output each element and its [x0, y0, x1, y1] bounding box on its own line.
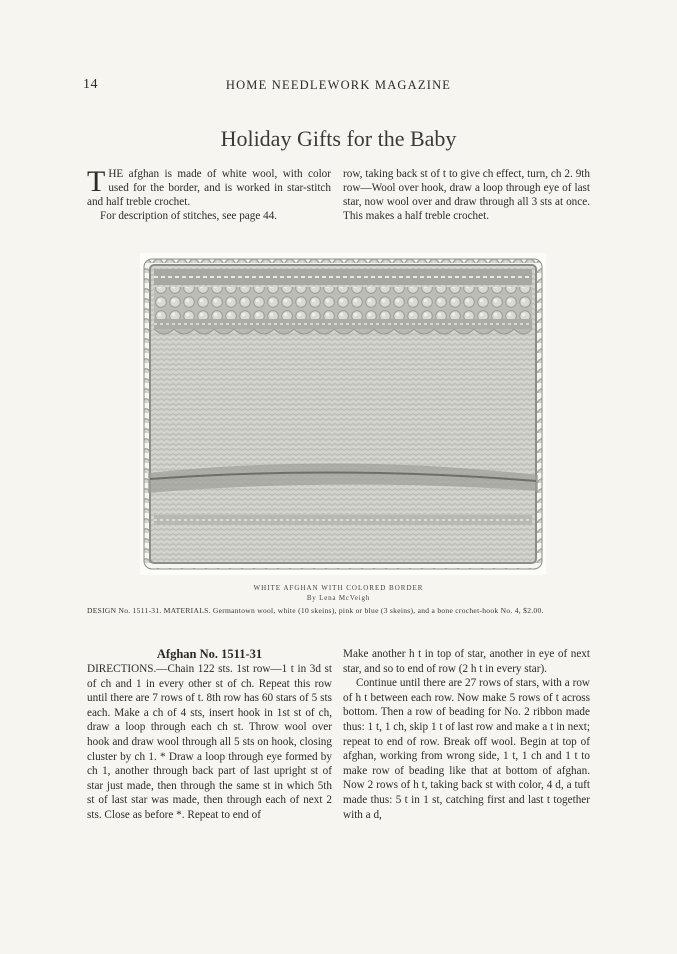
page-number: 14: [83, 77, 98, 92]
photo-credit: By Lena McVeigh: [306, 594, 371, 602]
intro-continued: row, taking back st of t to give ch effect, turn, ch 2. 9th row—Wool over hook, draw a loop through eye of last star, now wool over and draw through all 3 sts at once. This makes a half treble crochet.: [343, 168, 590, 223]
intro-left-column: [87, 167, 331, 223]
article-title: Holiday Gifts for the Baby: [220, 126, 457, 151]
directions-text: DIRECTIONS.—Chain 122 sts. 1st row—1 t in 3d st of ch and 1 in every other st of ch. Repeat this row until there are 7 rows of t. 8th row has 60 stars of 5 sts each. Make a ch of 4 sts, insert hook in 1st st of ch, draw a loop through each ch st. Throw wool over hook and draw wool through all 5 sts on hook, closing cluster by ch 1. * Draw a loop through eye formed by ch 1, another through back part of last upright st of star just made, then through the same st in which 5th st of last star was made, then through each of next 2 sts. Close as before *. Repeat to end of: [87, 663, 332, 821]
stitch-reference: For description of stitches, see page 44.: [100, 210, 278, 223]
body-paragraph: Make another h t in top of star, another in eye of next star, and so to end of row (2 h t in every star).: [343, 648, 590, 675]
running-head: HOME NEEDLEWORK MAGAZINE: [225, 78, 452, 92]
materials-note: DESIGN No. 1511-31. MATERIALS. Germantown wool, white (10 skeins), pink or blue (3 skeins), and a bone crochet-hook No. 4, $2.00.: [87, 606, 544, 615]
afghan-photo: [140, 253, 546, 575]
photo-caption: WHITE AFGHAN WITH COLORED BORDER: [253, 584, 424, 592]
intro-right-column: [343, 167, 590, 223]
afghan-image: [140, 253, 546, 575]
body-left-column: [87, 662, 332, 823]
intro-paragraph: [87, 167, 331, 209]
section-heading: Afghan No. 1511-31: [156, 647, 263, 661]
body-right-column: [343, 647, 590, 822]
drop-cap: T: [87, 165, 106, 198]
body-paragraph: Continue until there are 27 rows of stars, with a row of h t between each row. Now make 5 rows of t across bottom. Then a row of beading for No. 2 ribbon made thus: 1 t, 1 ch, skip 1 t of last row and make a t in next; repeat to end of row. Break off wool. Begin at top of afghan, working from wrong side, 1 t, 1 ch and 1 t to make row of beading like that at bottom of afghan. Now 2 rows of h t, taking back st with color, 4 d, a tuft made thus: 5 t in 1 st, catching first and last t together with a d,: [343, 677, 590, 821]
intro-text: HE afghan is made of white wool, with color used for the border, and is worked in star-stitch and half treble crochet.: [87, 168, 331, 209]
